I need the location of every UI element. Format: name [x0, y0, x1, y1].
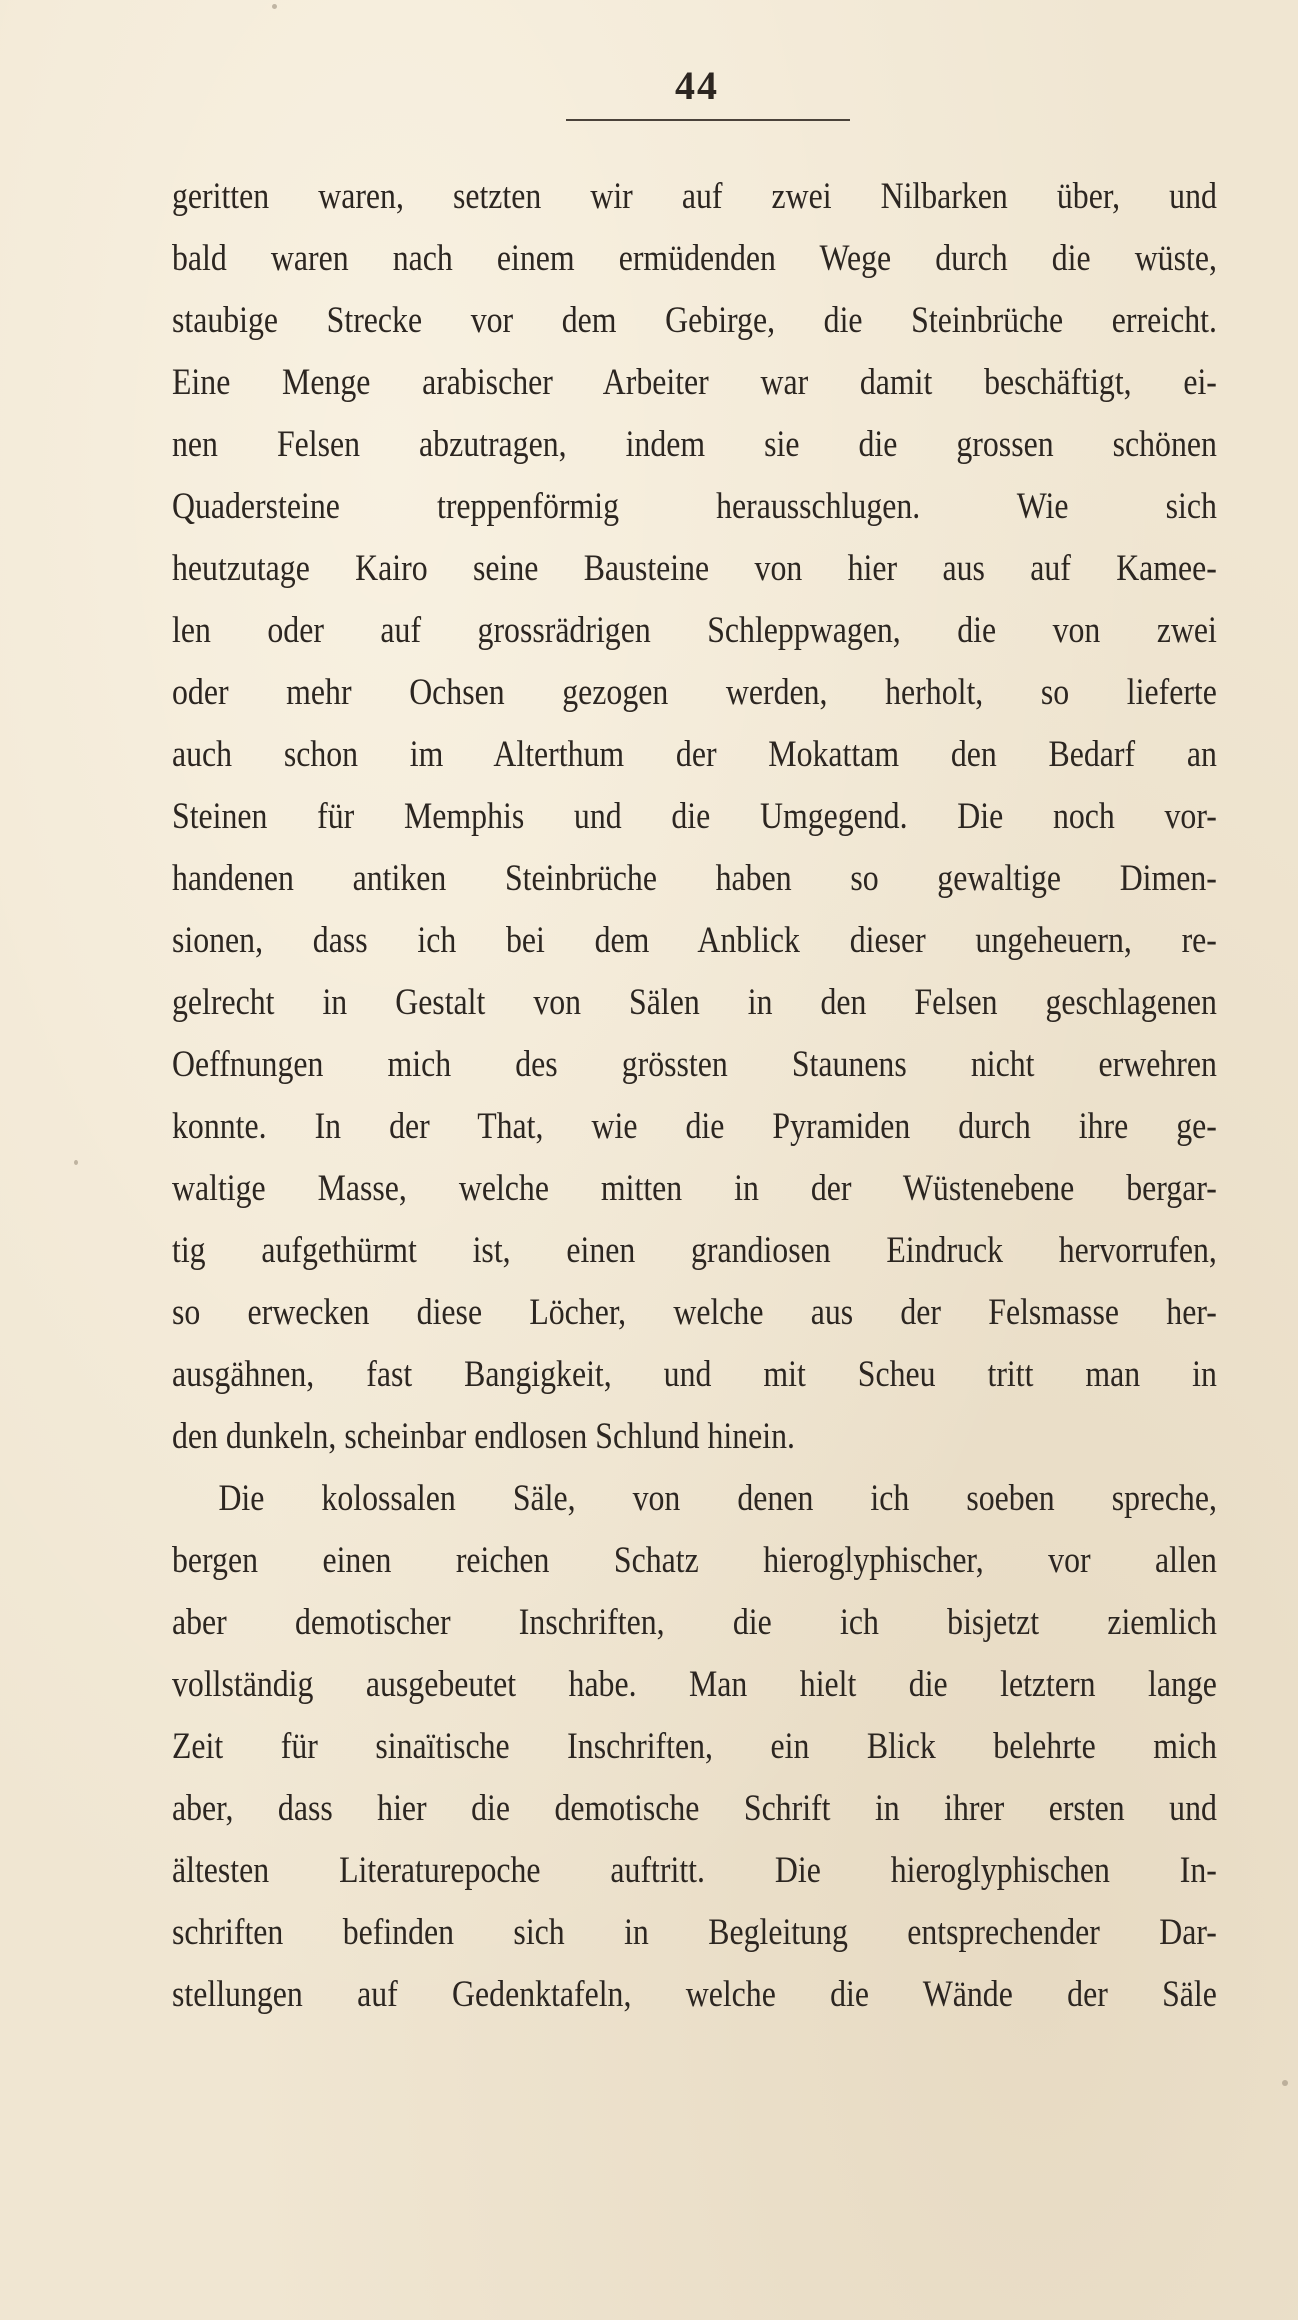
text-line: handenen antiken Steinbrüche haben so gewaltige Dimen-: [172, 858, 1217, 899]
text-line: ältesten Literaturepoche auftritt. Die hieroglyphischen In-: [172, 1850, 1217, 1891]
text-line: nen Felsen abzutragen, indem sie die grossen schönen: [172, 424, 1217, 465]
text-line: geritten waren, setzten wir auf zwei Nilbarken über, und: [172, 176, 1217, 217]
text-line: konnte. In der That, wie die Pyramiden durch ihre ge-: [172, 1106, 1217, 1147]
text-line: aber, dass hier die demotische Schrift in ihrer ersten und: [172, 1788, 1217, 1829]
text-line: auch schon im Alterthum der Mokattam den Bedarf an: [172, 734, 1217, 775]
text-line: staubige Strecke vor dem Gebirge, die Steinbrüche erreicht.: [172, 300, 1217, 341]
text-line: vollständig ausgebeutet habe. Man hielt die letztern lange: [172, 1664, 1217, 1705]
text-line: oder mehr Ochsen gezogen werden, herholt, so lieferte: [172, 672, 1217, 713]
body-text: [172, 166, 1217, 2026]
text-line: tig aufgethürmt ist, einen grandiosen Eindruck hervorrufen,: [172, 1230, 1217, 1271]
text-line: Steinen für Memphis und die Umgegend. Die noch vor-: [172, 796, 1217, 837]
text-line: Zeit für sinaïtische Inschriften, ein Blick belehrte mich: [172, 1726, 1217, 1767]
text-line: Quadersteine treppenförmig herausschlugen. Wie sich: [172, 486, 1217, 527]
header-rule: [566, 119, 850, 121]
text-line: sionen, dass ich bei dem Anblick dieser ungeheuern, re-: [172, 920, 1217, 961]
text-line: stellungen auf Gedenktafeln, welche die Wände der Säle: [172, 1974, 1217, 2015]
text-line: waltige Masse, welche mitten in der Wüstenebene bergar-: [172, 1168, 1217, 1209]
text-line: gelrecht in Gestalt von Sälen in den Felsen geschlagenen: [172, 982, 1217, 1023]
text-line: heutzutage Kairo seine Bausteine von hier aus auf Kamee-: [172, 548, 1217, 589]
paper-speck: [272, 4, 277, 9]
text-line: ausgähnen, fast Bangigkeit, und mit Scheu tritt man in: [172, 1354, 1217, 1395]
text-line: aber demotischer Inschriften, die ich bisjetzt ziemlich: [172, 1602, 1217, 1643]
paper-speck: [1282, 2080, 1288, 2086]
text-line: bald waren nach einem ermüdenden Wege durch die wüste,: [172, 238, 1217, 279]
text-line: schriften befinden sich in Begleitung entsprechender Dar-: [172, 1912, 1217, 1953]
page-number: 44: [675, 63, 719, 108]
text-line: len oder auf grossrädrigen Schleppwagen, die von zwei: [172, 610, 1217, 651]
text-line: so erwecken diese Löcher, welche aus der Felsmasse her-: [172, 1292, 1217, 1333]
text-line: Eine Menge arabischer Arbeiter war damit beschäftigt, ei-: [172, 362, 1217, 403]
text-line: den dunkeln, scheinbar endlosen Schlund hinein.: [172, 1416, 796, 1457]
text-line: Oeffnungen mich des grössten Staunens nicht erwehren: [172, 1044, 1217, 1085]
paper-speck: [74, 1160, 78, 1165]
text-line: bergen einen reichen Schatz hieroglyphischer, vor allen: [172, 1540, 1217, 1581]
text-line: Die kolossalen Säle, von denen ich soeben spreche,: [218, 1478, 1217, 1519]
